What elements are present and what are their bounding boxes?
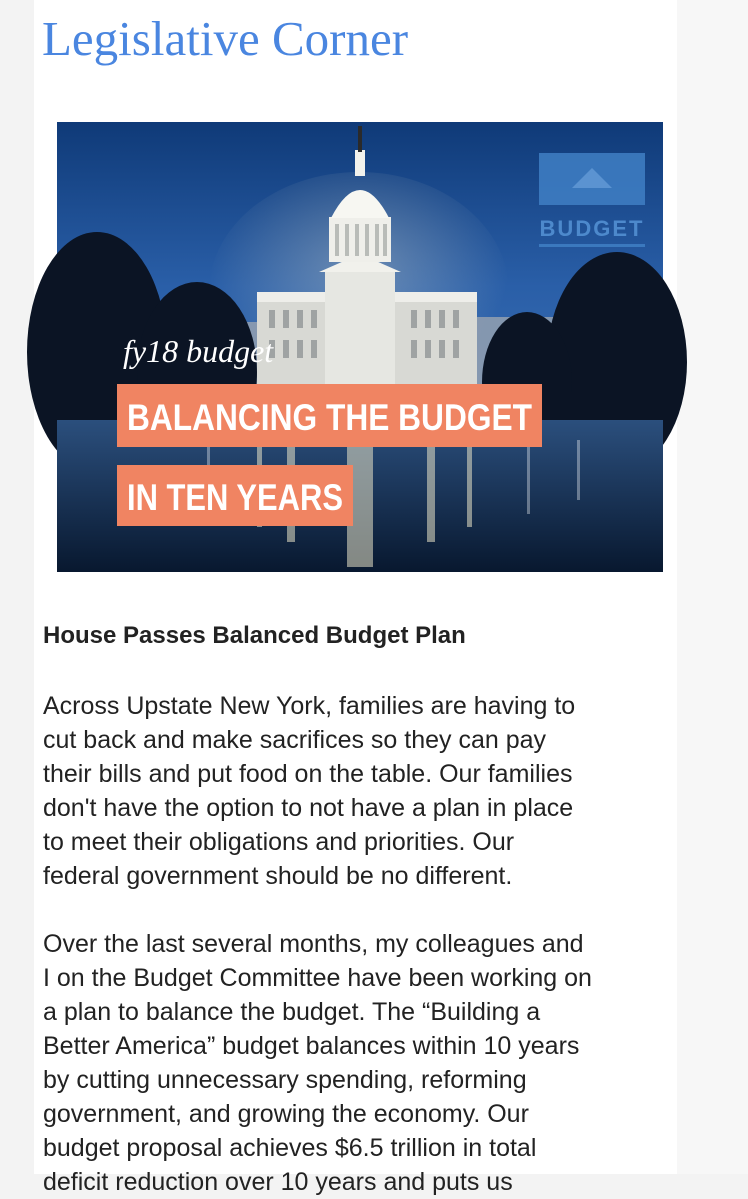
paragraph-line: I on the Budget Committee have been working on xyxy=(43,964,592,992)
paragraph-line: federal government should be no different. xyxy=(43,862,513,890)
page-gutter xyxy=(677,0,748,1174)
paragraph-line: Across Upstate New York, families are having to xyxy=(43,692,576,720)
article-headline: House Passes Balanced Budget Plan xyxy=(43,622,466,649)
article-paragraph xyxy=(43,927,683,1199)
paragraph-line: deficit reduction over 10 years and puts us xyxy=(43,1168,513,1196)
paragraph-line: Better America” budget balances within 10 years xyxy=(43,1032,580,1060)
paragraph-line: Over the last several months, my colleagues and xyxy=(43,930,584,958)
paragraph-line: a plan to balance the budget. The “Building a xyxy=(43,998,541,1026)
banner-line-2: IN TEN YEARS xyxy=(127,477,343,518)
paragraph-line: government, and growing the economy. Our xyxy=(43,1100,529,1128)
paragraph-line: by cutting unnecessary spending, reforming xyxy=(43,1066,527,1094)
paragraph-line: to meet their obligations and priorities. Our xyxy=(43,828,515,856)
paragraph-line: their bills and put food on the table. Our families xyxy=(43,760,573,788)
paragraph-line: don't have the option to not have a plan in place xyxy=(43,794,574,822)
paragraph-line: budget proposal achieves $6.5 trillion in total xyxy=(43,1134,537,1162)
newsletter-sheet xyxy=(34,0,677,1196)
banner-line-1: BALANCING THE BUDGET xyxy=(127,397,533,438)
badge-text: BUDGET xyxy=(539,216,645,241)
script-caption: fy18 budget xyxy=(123,333,274,369)
section-heading: Legislative Corner xyxy=(42,11,409,66)
budget-badge xyxy=(539,153,645,247)
paragraph-line: cut back and make sacrifices so they can pay xyxy=(43,726,547,754)
hero-image xyxy=(57,122,663,572)
article-paragraph xyxy=(43,689,683,893)
